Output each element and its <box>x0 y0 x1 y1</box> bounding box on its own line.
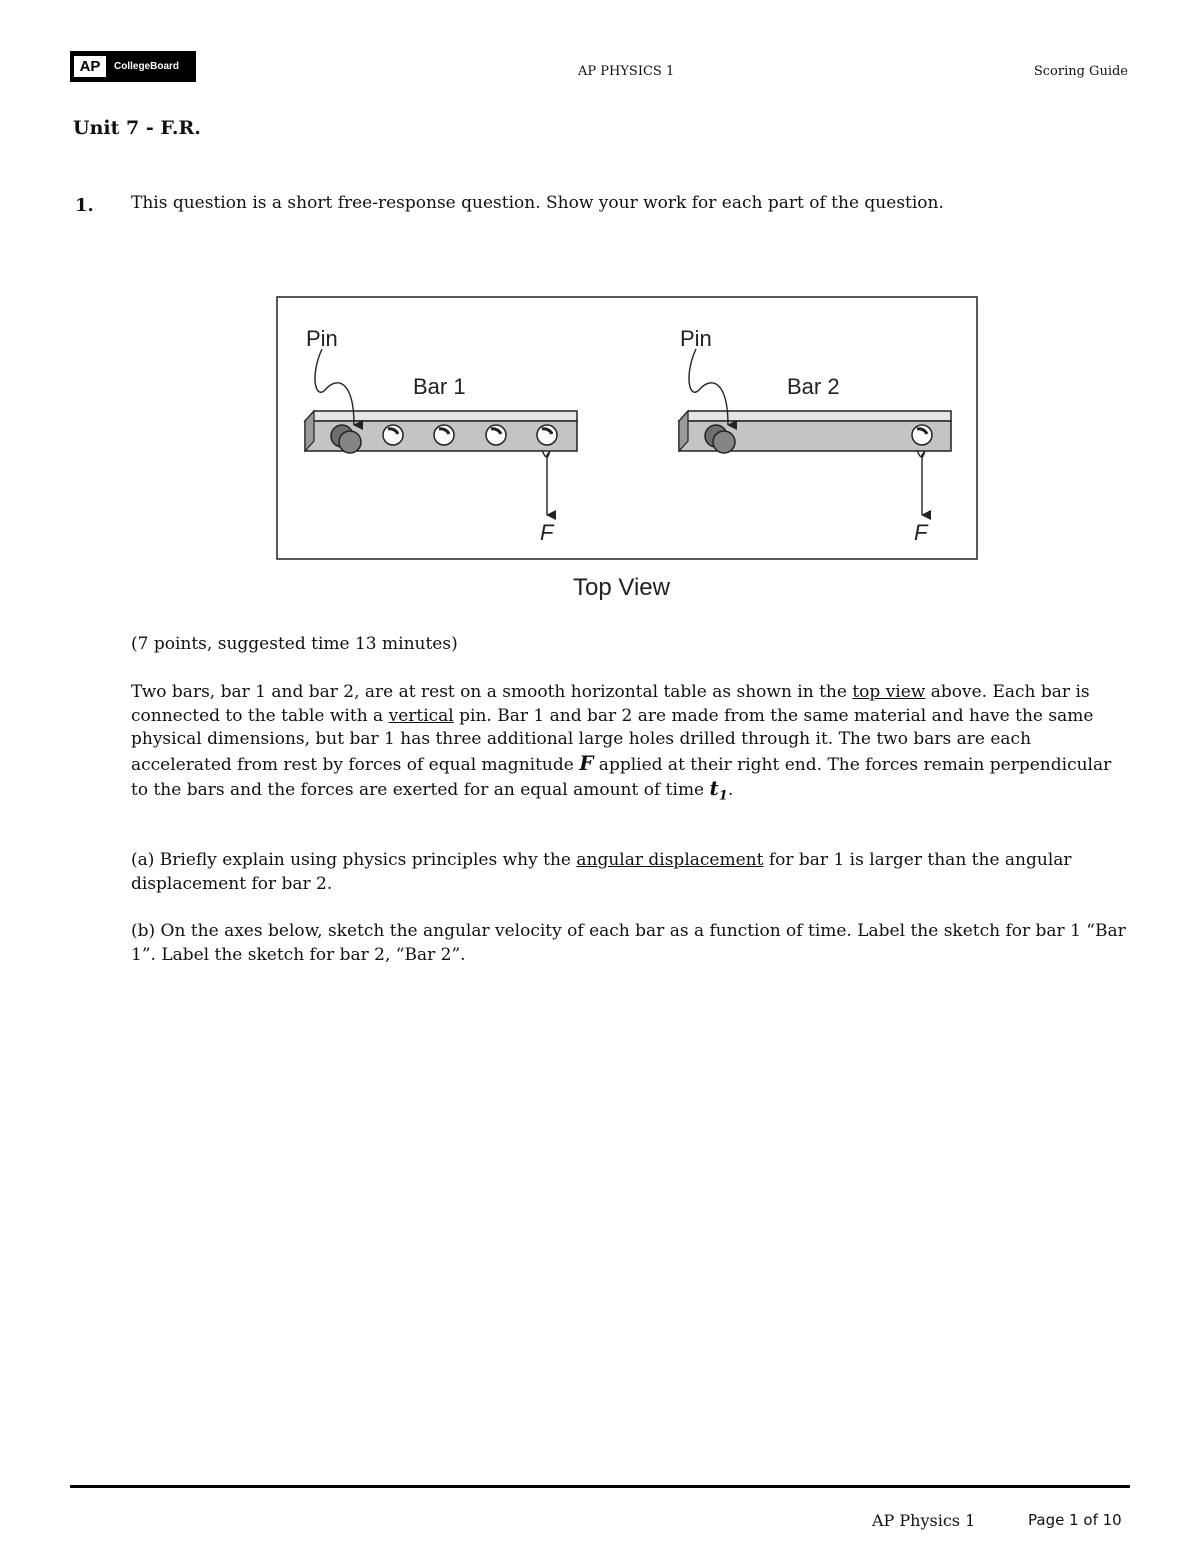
part-a-emphasis: angular displacement <box>576 850 764 870</box>
time-variable: t <box>709 776 719 800</box>
part-a-text: for bar 1 is larger than the angular displacement for bar 2. <box>131 850 1072 894</box>
logo-ap-mark: AP <box>74 56 106 77</box>
bar-1-hole <box>434 425 454 445</box>
header-course: AP PHYSICS 1 <box>578 64 675 79</box>
points-note: (7 points, suggested time 13 minutes) <box>131 634 458 654</box>
bar-2-top-face <box>679 411 951 421</box>
bar-2-label: Bar 2 <box>787 374 840 399</box>
time-variable-subscript: 1 <box>718 788 728 804</box>
body-text: . <box>727 780 734 800</box>
body-emphasis: vertical <box>388 705 454 726</box>
body-text: applied at their right end. The forces remain perpendicular to the bars and the forces are exerted for an equal amount of time <box>131 754 1112 800</box>
bar-1-pin-label: Pin <box>306 326 338 351</box>
bar-1-hole <box>383 425 403 445</box>
footer-page-number: Page 1 of 10 <box>1028 1511 1122 1529</box>
bar-1-pin-top <box>339 431 361 453</box>
question-number: 1. <box>75 195 94 216</box>
logo-org-name: CollegeBoard <box>114 61 180 72</box>
footer-rule <box>70 1485 1130 1488</box>
bar-1-force-label: F <box>540 520 554 545</box>
bar-1-hole <box>486 425 506 445</box>
body-text: above. Each bar is connected to the table with a <box>131 682 1090 726</box>
bar-2-pin-top <box>713 431 735 453</box>
body-text: pin. Bar 1 and bar 2 are made from the same material and have the same physical dimensions, but bar 1 has three additional large holes drilled through it. The two bars are each accelerated from rest by forces of equal magnitude <box>131 705 1094 775</box>
figure-caption: Top View <box>573 574 670 601</box>
ap-collegeboard-logo <box>70 51 196 82</box>
unit-title: Unit 7 - F.R. <box>73 117 201 139</box>
bar-2-hole <box>912 425 932 445</box>
bar-1-hole <box>537 425 557 445</box>
part-b: (b) On the axes below, sketch the angular velocity of each bar as a function of time. Label the sketch for bar 1 “Bar 1”. Label the sketch for bar 2, “Bar 2”. <box>131 921 1126 965</box>
question-intro: This question is a short free-response question. Show your work for each part of the question. <box>131 193 944 213</box>
bar-1-top-face <box>305 411 577 421</box>
part-a-text: (a) Briefly explain using physics principles why the <box>131 850 577 870</box>
footer-course: AP Physics 1 <box>872 1511 976 1530</box>
body-text: Two bars, bar 1 and bar 2, are at rest on a smooth horizontal table as shown in the <box>131 682 853 702</box>
header-guide: Scoring Guide <box>1033 64 1128 79</box>
bar-2-pin-label: Pin <box>680 326 712 351</box>
problem-statement <box>131 681 1131 808</box>
bar-1-label: Bar 1 <box>413 374 466 399</box>
force-variable: F <box>579 750 594 775</box>
part-a <box>131 849 1131 896</box>
bar-2-force-label: F <box>914 520 928 545</box>
bars-top-view-figure <box>270 290 985 610</box>
body-emphasis: top view <box>852 682 926 702</box>
